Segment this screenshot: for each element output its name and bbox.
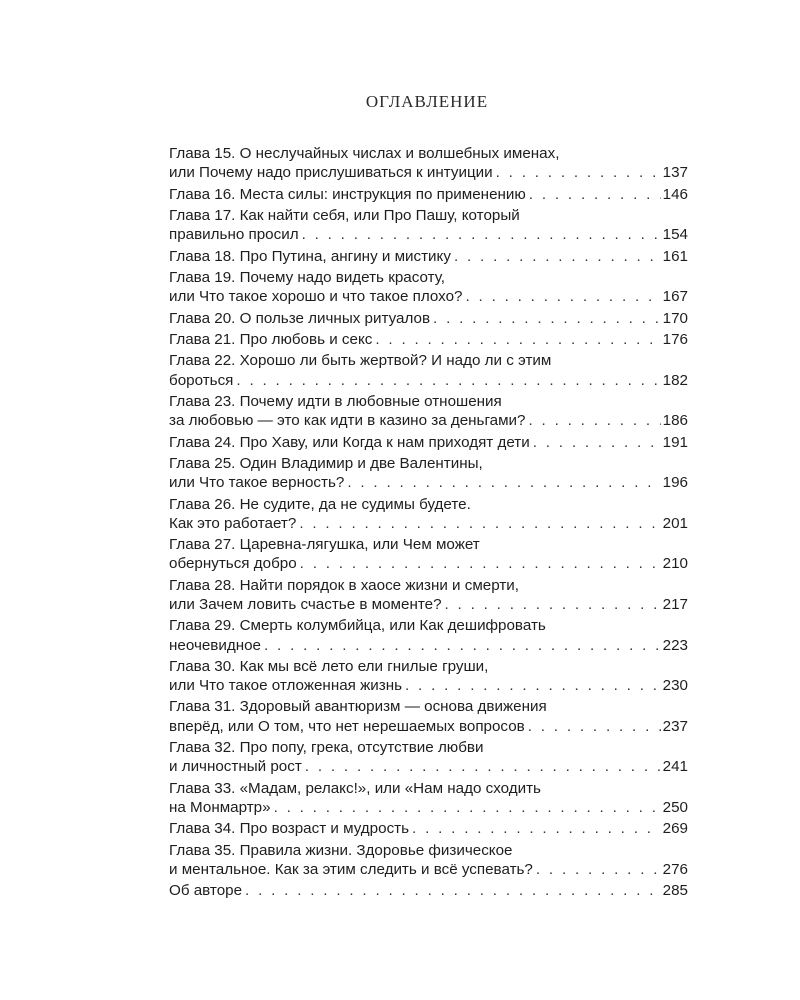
toc-entry[interactable] xyxy=(169,247,688,266)
toc-entry-row xyxy=(169,163,688,182)
toc-entry-title-line: или Почему надо прислушиваться к интуиции xyxy=(169,164,493,182)
toc-entry-row xyxy=(169,717,688,736)
dot-leader xyxy=(245,881,661,900)
toc-entry-title-line: Глава 17. Как найти себя, или Про Пашу, который xyxy=(169,206,520,224)
toc-entry-title-line: Глава 24. Про Хаву, или Когда к нам приходят дети xyxy=(169,433,530,451)
dot-leader xyxy=(274,798,661,817)
toc-entry[interactable] xyxy=(169,268,688,306)
toc-entry-title-line: Глава 28. Найти порядок в хаосе жизни и смерти, xyxy=(169,576,519,594)
toc-entry-row xyxy=(169,185,688,204)
toc-entry[interactable] xyxy=(169,697,688,735)
toc-entry-title-line: Глава 15. О неслучайных числах и волшебных именах, xyxy=(169,145,560,162)
dot-leader xyxy=(496,163,661,182)
toc-entry-title-line: правильно просил xyxy=(169,226,299,244)
toc-entry-row xyxy=(169,676,688,695)
toc-entry-row xyxy=(169,433,688,452)
toc-entry-row xyxy=(169,411,688,430)
dot-leader xyxy=(299,514,660,533)
toc-entry-row xyxy=(169,595,688,614)
toc-entry-row xyxy=(169,287,688,306)
page-number: 241 xyxy=(662,758,688,776)
toc-entry-title-line: Глава 25. Один Владимир и две Валентины, xyxy=(169,454,483,472)
dot-leader xyxy=(536,860,661,879)
page-number: 161 xyxy=(662,247,688,265)
toc-entry-title-line: или Зачем ловить счастье в моменте? xyxy=(169,595,442,613)
toc-entry-title-line: Глава 31. Здоровый авантюризм — основа движения xyxy=(169,698,547,716)
toc-entry-title-line: и личностный рост xyxy=(169,758,302,776)
page-number: 170 xyxy=(662,309,688,327)
dot-leader xyxy=(529,185,661,204)
toc-entry-title-line: неочевидное xyxy=(169,636,261,654)
page-number: 182 xyxy=(662,371,688,389)
dot-leader xyxy=(236,371,660,390)
toc-entry[interactable] xyxy=(169,881,688,900)
page-number: 167 xyxy=(662,288,688,306)
page-number: 210 xyxy=(662,555,688,573)
dot-leader xyxy=(305,757,661,776)
page-number: 186 xyxy=(662,412,688,430)
page-number: 269 xyxy=(662,820,688,838)
toc-entry-title-line: Глава 27. Царевна-лягушка, или Чем может xyxy=(169,536,480,554)
toc-entry[interactable] xyxy=(169,185,688,204)
toc-entry-title-line: Глава 29. Смерть колумбийца, или Как дешифровать xyxy=(169,617,546,635)
toc-entry-title-line: и ментальное. Как за этим следить и всё успевать? xyxy=(169,860,533,878)
page-number: 196 xyxy=(662,474,688,492)
toc-entry-title-line: Глава 16. Места силы: инструкция по применению xyxy=(169,185,526,203)
table-of-contents xyxy=(169,144,688,903)
toc-entry-row xyxy=(169,757,688,776)
dot-leader xyxy=(375,330,660,349)
toc-entry[interactable] xyxy=(169,351,688,389)
page-number: 176 xyxy=(662,330,688,348)
toc-entry-row xyxy=(169,330,688,349)
dot-leader xyxy=(347,473,660,492)
toc-entry[interactable] xyxy=(169,309,688,328)
toc-entry[interactable] xyxy=(169,392,688,430)
toc-entry-title-line: или Что такое верность? xyxy=(169,474,345,492)
toc-entry[interactable] xyxy=(169,576,688,614)
toc-entry-row xyxy=(169,247,688,266)
dot-leader xyxy=(302,225,661,244)
dot-leader xyxy=(445,595,661,614)
toc-entry-title-line: Глава 18. Про Путина, ангину и мистику xyxy=(169,247,451,265)
page-number: 201 xyxy=(662,514,688,532)
toc-entry-row xyxy=(169,371,688,390)
toc-entry-row xyxy=(169,514,688,533)
page-title: ОГЛАВЛЕНИЕ xyxy=(365,92,489,111)
dot-leader xyxy=(529,411,661,430)
toc-entry[interactable] xyxy=(169,841,688,879)
toc-entry[interactable] xyxy=(169,779,688,817)
toc-entry-row xyxy=(169,225,688,244)
toc-entry-title-line: за любовью — это как идти в казино за деньгами? xyxy=(169,412,526,430)
page-number: 137 xyxy=(662,164,688,182)
dot-leader xyxy=(405,676,661,695)
toc-entry[interactable] xyxy=(169,819,688,838)
toc-entry-row xyxy=(169,473,688,492)
dot-leader xyxy=(433,309,661,328)
page-number: 276 xyxy=(662,860,688,878)
toc-entry-title-line: Об авторе xyxy=(169,882,243,900)
page-number: 250 xyxy=(662,798,688,816)
dot-leader xyxy=(264,636,661,655)
toc-entry-row xyxy=(169,860,688,879)
toc-entry[interactable] xyxy=(169,206,688,244)
dot-leader xyxy=(528,717,661,736)
toc-entry[interactable] xyxy=(169,454,688,492)
toc-entry[interactable] xyxy=(169,144,688,182)
dot-leader xyxy=(465,287,660,306)
toc-entry[interactable] xyxy=(169,495,688,533)
toc-entry[interactable] xyxy=(169,657,688,695)
toc-entry-title-line: Глава 32. Про попу, грека, отсутствие любви xyxy=(169,739,484,757)
toc-entry-title-line: или Что такое хорошо и что такое плохо? xyxy=(169,288,463,306)
dot-leader xyxy=(454,247,661,266)
toc-entry-title-line: Глава 30. Как мы всё лето ели гнилые груши, xyxy=(169,657,489,675)
toc-entry-title-line: Глава 20. О пользе личных ритуалов xyxy=(169,309,431,327)
toc-entry-title-line: Глава 21. Про любовь и секс xyxy=(169,330,373,348)
page-number: 230 xyxy=(662,677,688,695)
toc-entry[interactable] xyxy=(169,738,688,776)
toc-entry-title-line: или Что такое отложенная жизнь xyxy=(169,677,403,695)
toc-entry[interactable] xyxy=(169,330,688,349)
toc-entry-title-line: Глава 34. Про возраст и мудрость xyxy=(169,820,410,838)
toc-entry-title-line: Глава 22. Хорошо ли быть жертвой? И надо ли с этим xyxy=(169,352,552,370)
toc-entry-row xyxy=(169,309,688,328)
toc-entry[interactable] xyxy=(169,616,688,654)
toc-entry-row xyxy=(169,636,688,655)
toc-entry-title-line: Глава 26. Не судите, да не судимы будете. xyxy=(169,495,471,513)
toc-entry-title-line: Глава 19. Почему надо видеть красоту, xyxy=(169,268,446,286)
page-number: 146 xyxy=(662,185,688,203)
page-number: 191 xyxy=(662,433,688,451)
page-number: 154 xyxy=(662,226,688,244)
toc-entry-row xyxy=(169,554,688,573)
toc-entry-title-line: Глава 35. Правила жизни. Здоровье физическое xyxy=(169,841,513,859)
toc-entry[interactable] xyxy=(169,535,688,573)
toc-entry-row xyxy=(169,798,688,817)
dot-leader xyxy=(412,819,661,838)
page-number: 237 xyxy=(662,717,688,735)
toc-entry-title-line: обернуться добро xyxy=(169,555,297,573)
toc-entry-title-line: бороться xyxy=(169,371,234,389)
toc-entry-title-line: Глава 23. Почему идти в любовные отношения xyxy=(169,392,502,410)
dot-leader xyxy=(300,554,661,573)
toc-entry-row xyxy=(169,881,688,900)
toc-entry-title-line: Глава 33. «Мадам, релакс!», или «Нам надо сходить xyxy=(169,779,541,797)
toc-entry-title-line: вперёд, или О том, что нет нерешаемых вопросов xyxy=(169,717,525,735)
dot-leader xyxy=(533,433,661,452)
toc-entry[interactable] xyxy=(169,433,688,452)
page-number: 285 xyxy=(662,882,688,900)
toc-entry-title-line: на Монмартр» xyxy=(169,798,271,816)
toc-entry-row xyxy=(169,819,688,838)
toc-entry-title-line: Как это работает? xyxy=(169,514,297,532)
page-number: 223 xyxy=(662,636,688,654)
page-number: 217 xyxy=(662,595,688,613)
